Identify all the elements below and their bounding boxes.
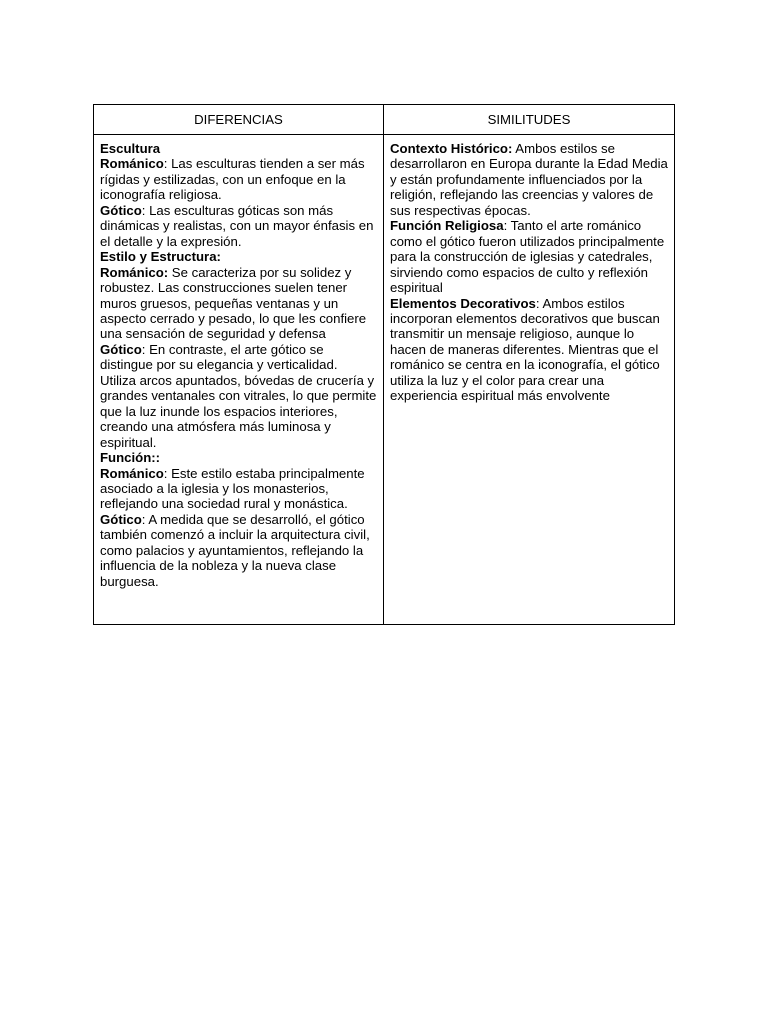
estilo-gotico-text: : En contraste, el arte gótico se distingue por su elegancia y verticalidad. Utiliza arcos apuntados, bóvedas de crucería y grandes ventanales con vitrales, lo que permite que la luz inunde los espacios interiores, creando una atmósfera más luminosa y espiritual. [100,341,377,450]
funcion-gotico-text: : A medida que se desarrolló, el gótico también comenzó a incluir la arquitectura civil, como palacios y ayuntamientos, reflejando la influencia de la nobleza y la nueva clase burguesa. [100,511,370,589]
contexto-text: Ambos estilos se desarrollaron en Europa durante la Edad Media y están profundamente influenciados por la religión, reflejando las creencias y valores de sus respectivas épocas. [390,141,668,218]
estilo-gotico-label: Gótico [100,341,142,357]
funcion-gotico-label: Gótico [100,511,142,527]
escultura-gotico-label: Gótico [100,202,142,218]
header-diferencias: DIFERENCIAS [94,105,384,135]
funcion-romanico-label: Románico [100,465,164,481]
estilo-romanico [100,265,377,342]
estilo-romanico-text: Se caracteriza por su solidez y robustez. Las construcciones suelen tener muros gruesos, pequeñas ventanas y un aspecto cerrado y pesado, lo que les confiere una sensación de seguridad y defensa [100,264,367,342]
escultura-heading: Escultura [100,141,161,156]
elementos-decorativos [390,296,668,404]
funcion-romanico-text: : Este estilo estaba principalmente asociado a la iglesia y los monasterios, reflejando una sociedad rural y monástica. [100,465,365,512]
funcion-religiosa-text: : Tanto el arte románico como el gótico fueron utilizados principalmente para la construcción de iglesias y catedrales, sirviendo como espacios de culto y reflexión espiritual [390,218,665,296]
header-similitudes: SIMILITUDES [384,105,675,135]
table-header-row [94,105,675,135]
escultura-gotico-text: : Las esculturas góticas son más dinámicas y realistas, con un mayor énfasis en el detalle y la expresión. [100,202,374,249]
elementos-label: Elementos Decorativos [390,295,536,311]
estilo-heading: Estilo y Estructura: [100,249,221,265]
escultura-romanico-label: Románico [100,156,164,172]
elementos-text: : Ambos estilos incorporan elementos decorativos que buscan transmitir un mensaje religioso, aunque lo hacen de maneras diferentes. Mientras que el románico se centra en la iconografía, el gótico utiliza la luz y el color para crear una experiencia espiritual más envolvente [390,295,660,404]
similitudes-cell [384,135,675,625]
estilo-romanico-label: Románico: [100,264,169,280]
funcion-gotico [100,512,377,589]
contexto-label: Contexto Histórico: [390,141,513,156]
comparison-table [93,104,675,625]
funcion-religiosa [390,218,668,295]
contexto-historico [390,141,668,218]
escultura-romanico-text: : Las esculturas tienden a ser más rígidas y estilizadas, con un enfoque en la iconografía religiosa. [100,156,365,203]
funcion-religiosa-label: Función Religiosa [390,218,504,234]
estilo-gotico [100,342,377,450]
diferencias-cell [94,135,384,625]
table-row [94,135,675,625]
funcion-romanico [100,466,377,512]
funcion-heading: Función:: [100,450,161,466]
escultura-romanico [100,156,377,202]
escultura-gotico [100,203,377,249]
